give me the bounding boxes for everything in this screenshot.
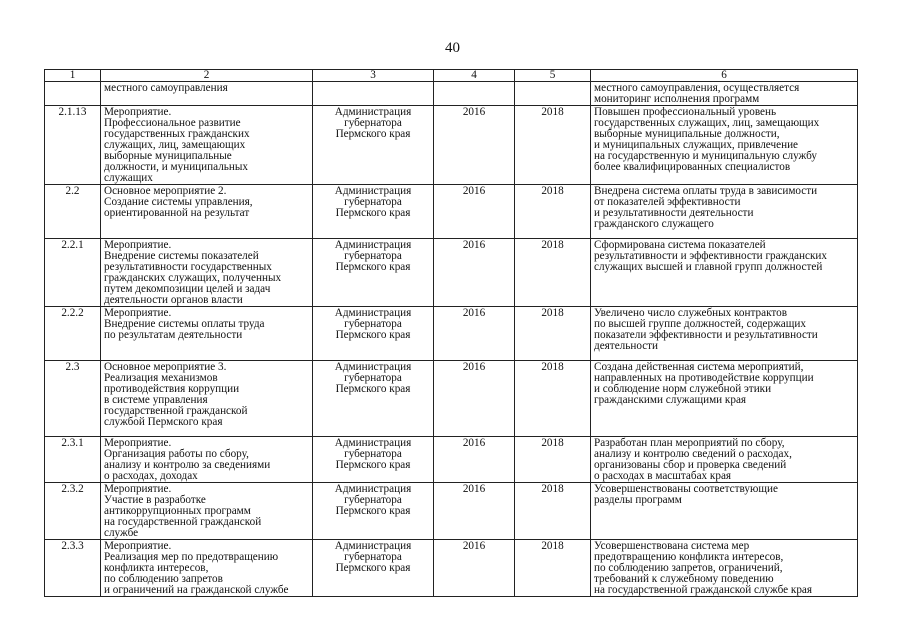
executor-cell: Администрация губернатора Пермского края bbox=[313, 106, 434, 185]
expected-result-cell: Увеличено число служебных контрактов по высшей группе должностей, содержащих показатели эффективности и результативности деятельности bbox=[591, 307, 858, 361]
column-header-1: 1 bbox=[45, 70, 101, 82]
column-header-3: 3 bbox=[313, 70, 434, 82]
event-name-cell: Мероприятие. Участие в разработке антикоррупционных программ на государственной гражданской службе bbox=[101, 483, 313, 540]
start-year-cell: 2016 bbox=[434, 106, 515, 185]
row-number-cell: 2.2.2 bbox=[45, 307, 101, 361]
table-row bbox=[45, 106, 858, 185]
expected-result-cell: Создана действенная система мероприятий, направленных на противодействие коррупции и соблюдение норм служебной этики гражданскими служащими края bbox=[591, 361, 858, 437]
event-name-cell: Основное мероприятие 3. Реализация механизмов противодействия коррупции в системе управления государственной гражданской службой Пермского края bbox=[101, 361, 313, 437]
row-number-cell: 2.2.1 bbox=[45, 239, 101, 307]
event-name-cell: Мероприятие. Реализация мер по предотвращению конфликта интересов, по соблюдению запретов и ограничений на гражданской службе bbox=[101, 540, 313, 597]
table-row bbox=[45, 239, 858, 307]
event-name-cell: Мероприятие. Профессиональное развитие государственных гражданских служащих, лиц, замещающих выборные муниципальные должности, и муниципальных служащих bbox=[101, 106, 313, 185]
page-number: 40 bbox=[445, 40, 460, 56]
executor-cell: Администрация губернатора Пермского края bbox=[313, 540, 434, 597]
expected-result-cell: Внедрена система оплаты труда в зависимости от показателей эффективности и результативности деятельности гражданского служащего bbox=[591, 185, 858, 239]
start-year-cell: 2016 bbox=[434, 239, 515, 307]
start-year-cell bbox=[434, 82, 515, 106]
event-name-cell: Основное мероприятие 2. Создание системы управления, ориентированной на результат bbox=[101, 185, 313, 239]
expected-result-cell: Разработан план мероприятий по сбору, анализу и контролю сведений о расходах, организованы сбор и проверка сведений о расходах в масштабах края bbox=[591, 437, 858, 483]
end-year-cell: 2018 bbox=[515, 361, 591, 437]
row-number-cell: 2.3.2 bbox=[45, 483, 101, 540]
table-row bbox=[45, 483, 858, 540]
table-row bbox=[45, 361, 858, 437]
event-name-cell: Мероприятие. Организация работы по сбору, анализу и контролю за сведениями о расходах, доходах bbox=[101, 437, 313, 483]
end-year-cell: 2018 bbox=[515, 483, 591, 540]
table-row bbox=[45, 540, 858, 597]
table-row bbox=[45, 437, 858, 483]
expected-result-cell: Усовершенствована система мер предотвращению конфликта интересов, по соблюдению запретов, ограничений, требований к служебному поведению на государственной гражданской службе края bbox=[591, 540, 858, 597]
end-year-cell bbox=[515, 82, 591, 106]
start-year-cell: 2016 bbox=[434, 361, 515, 437]
executor-cell bbox=[313, 82, 434, 106]
expected-result-cell: Сформирована система показателей результативности и эффективности гражданских служащих высшей и главной групп должностей bbox=[591, 239, 858, 307]
end-year-cell: 2018 bbox=[515, 185, 591, 239]
end-year-cell: 2018 bbox=[515, 540, 591, 597]
column-header-2: 2 bbox=[101, 70, 313, 82]
row-number-cell bbox=[45, 82, 101, 106]
row-number-cell: 2.3.1 bbox=[45, 437, 101, 483]
table-row bbox=[45, 307, 858, 361]
expected-result-cell: Усовершенствованы соответствующие разделы программ bbox=[591, 483, 858, 540]
events-table bbox=[44, 69, 858, 597]
executor-cell: Администрация губернатора Пермского края bbox=[313, 483, 434, 540]
executor-cell: Администрация губернатора Пермского края bbox=[313, 437, 434, 483]
event-name-cell: местного самоуправления bbox=[101, 82, 313, 106]
column-header-5: 5 bbox=[515, 70, 591, 82]
row-number-cell: 2.3.3 bbox=[45, 540, 101, 597]
row-number-cell: 2.3 bbox=[45, 361, 101, 437]
table-row bbox=[45, 82, 858, 106]
executor-cell: Администрация губернатора Пермского края bbox=[313, 361, 434, 437]
start-year-cell: 2016 bbox=[434, 540, 515, 597]
event-name-cell: Мероприятие. Внедрение системы оплаты труда по результатам деятельности bbox=[101, 307, 313, 361]
start-year-cell: 2016 bbox=[434, 483, 515, 540]
header-row bbox=[45, 70, 858, 82]
row-number-cell: 2.1.13 bbox=[45, 106, 101, 185]
row-number-cell: 2.2 bbox=[45, 185, 101, 239]
start-year-cell: 2016 bbox=[434, 185, 515, 239]
end-year-cell: 2018 bbox=[515, 239, 591, 307]
column-header-4: 4 bbox=[434, 70, 515, 82]
start-year-cell: 2016 bbox=[434, 307, 515, 361]
table-row bbox=[45, 185, 858, 239]
end-year-cell: 2018 bbox=[515, 437, 591, 483]
end-year-cell: 2018 bbox=[515, 106, 591, 185]
executor-cell: Администрация губернатора Пермского края bbox=[313, 307, 434, 361]
expected-result-cell: Повышен профессиональный уровень государственных служащих, лиц, замещающих выборные муниципальные должности, и муниципальных служащих, привлечение на государственную и муниципальную службу более квалифицированных специалистов bbox=[591, 106, 858, 185]
end-year-cell: 2018 bbox=[515, 307, 591, 361]
start-year-cell: 2016 bbox=[434, 437, 515, 483]
executor-cell: Администрация губернатора Пермского края bbox=[313, 239, 434, 307]
column-header-6: 6 bbox=[591, 70, 858, 82]
executor-cell: Администрация губернатора Пермского края bbox=[313, 185, 434, 239]
expected-result-cell: местного самоуправления, осуществляется мониторинг исполнения программ bbox=[591, 82, 858, 106]
event-name-cell: Мероприятие. Внедрение системы показателей результативности государственных гражданских служащих, полученных путем декомпозиции целей и задач деятельности органов власти bbox=[101, 239, 313, 307]
